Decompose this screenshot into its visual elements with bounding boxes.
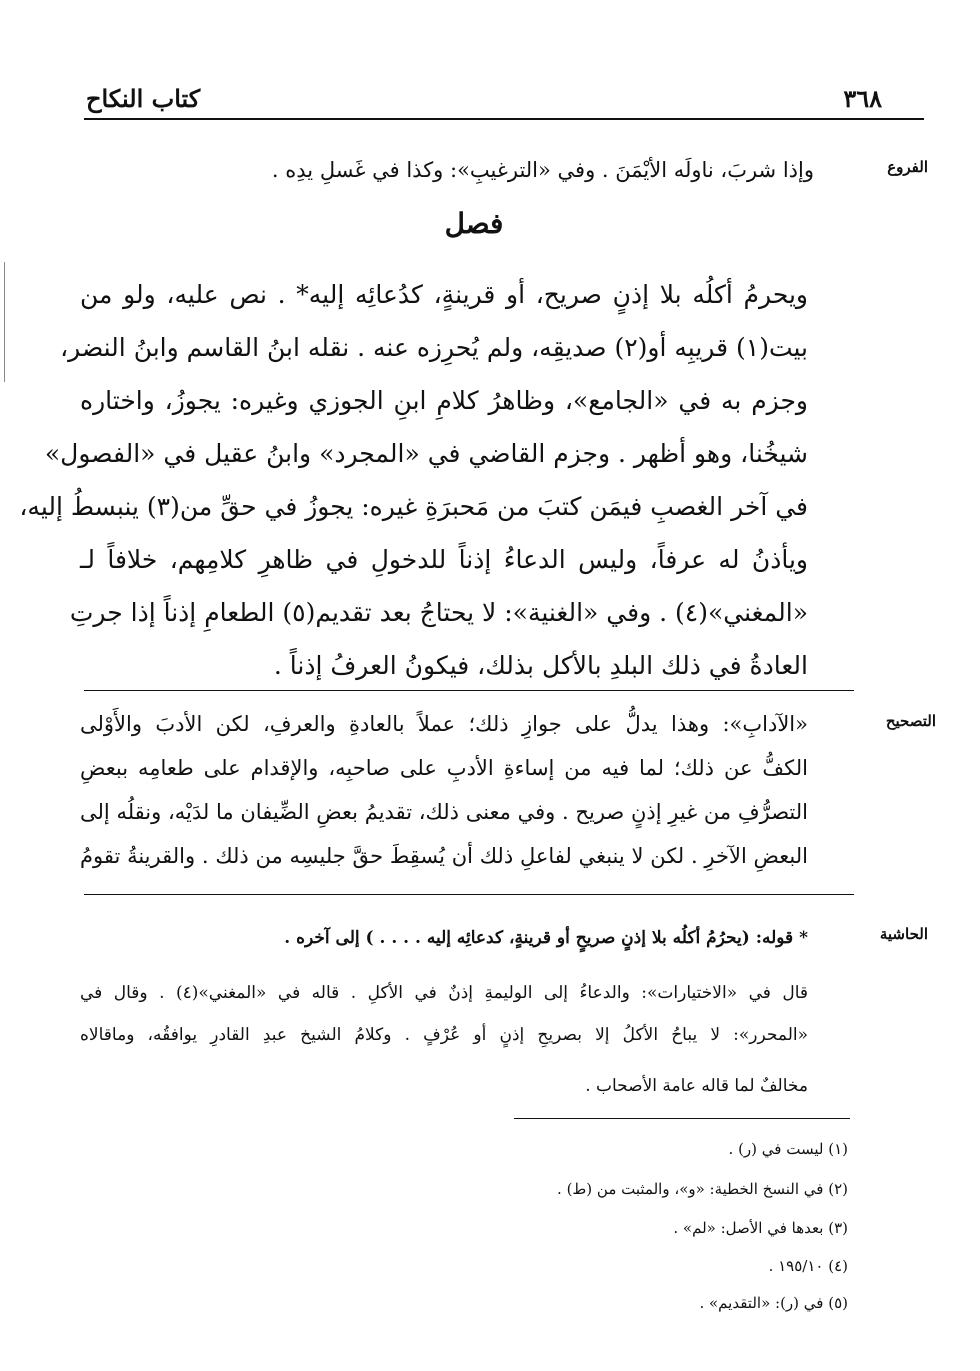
side-label-furu: الفروع bbox=[887, 158, 928, 176]
tashih-line-3: التصرُّفِ من غيرِ إذنٍ صريح . وفي معنى ذلك، تقديمُ بعضِ الضِّيفان ما لدَيْه، ونقلُه إلى bbox=[80, 800, 808, 824]
divider-tashih bbox=[84, 894, 854, 895]
main-line-3: وجزم به في «الجامع»، وظاهرُ كلامِ ابنِ الجوزي وغيره: يجوزُ، واختاره bbox=[80, 386, 808, 415]
main-line-6: ويأذنُ له عرفاً، وليس الدعاءُ إذناً للدخولِ في ظاهرِ كلامِهم، خلافاً لـ bbox=[80, 545, 808, 574]
page-number: ٣٦٨ bbox=[843, 84, 882, 113]
side-label-tashih: التصحيح bbox=[885, 712, 936, 730]
main-line-2: بيت(١) قريبِه أو(٢) صديقِه، ولم يُحرِزه عنه . نقله ابنُ القاسم وابنُ النضر، bbox=[60, 333, 808, 362]
hashiya-title: * قوله: (يحرُمُ أكلُه بلا إذنٍ صريحٍ أو قرينةٍ، كدعائِه إليه . . . . ) إلى آخره . bbox=[284, 928, 808, 948]
footnote-1: (١) ليست في (ر) . bbox=[728, 1140, 848, 1158]
section-heading: فصل bbox=[444, 207, 504, 240]
main-line-1: ويحرمُ أكلُه بلا إذنٍ صريح، أو قرينةٍ، كدُعائِه إليه* . نص عليه، ولو من bbox=[80, 280, 808, 309]
side-label-hashiya: الحاشية bbox=[879, 925, 928, 943]
header-rule bbox=[84, 118, 924, 120]
main-line-8: العادةُ في ذلك البلدِ بالأكل بذلك، فيكونُ العرفُ إذناً . bbox=[273, 651, 808, 680]
footnote-rule bbox=[514, 1118, 850, 1119]
scan-edge-mark bbox=[4, 262, 5, 382]
book-title: كتاب النكاح bbox=[86, 84, 201, 113]
footnote-4: (٤) ١٩٥/١٠ . bbox=[768, 1257, 848, 1275]
divider-main bbox=[84, 690, 854, 691]
footnote-2: (٢) في النسخ الخطية: «و»، والمثبت من (ط) . bbox=[557, 1180, 848, 1198]
tashih-line-1: «الآدابِ»: وهذا يدلُّ على جوازِ ذلك؛ عملاً بالعادةِ والعرفِ، لكن الأدبَ والأَوْلى bbox=[80, 712, 808, 736]
tashih-line-2: الكفُّ عن ذلك؛ لما فيه من إساءةِ الأدبِ على صاحبِه، والإقدام على طعامِه ببعضِ bbox=[80, 756, 808, 780]
furu-line: وإذا شربَ، ناولَه الأيْمَنَ . وفي «الترغيبِ»: وكذا في غَسلِ يدِه . bbox=[271, 158, 814, 182]
hashiya-line-2: «المحرر»: لا يباحُ الأكلُ إلا بصريحِ إذنٍ أو عُرْفٍ . وكلامُ الشيخ عبدِ القادرِ يوافقُه، وماقالاه bbox=[80, 1025, 808, 1045]
main-line-5: في آخر الغصبِ فيمَن كتبَ من مَحبرَةِ غيره: يجوزُ في حقِّ من(٣) ينبسطُ إليه، bbox=[19, 492, 808, 521]
tashih-line-4: البعضِ الآخرِ . لكن لا ينبغي لفاعلِ ذلك أن يُسقِطَ حقَّ جليسِه من ذلك . والقرينةُ تقومُ bbox=[80, 844, 808, 868]
footnote-5: (٥) في (ر): «التقديم» . bbox=[699, 1294, 848, 1312]
main-line-7: «المغني»(٤) . وفي «الغنية»: لا يحتاجُ بعد تقديم(٥) الطعامِ إذناً إذا جرتِ bbox=[69, 598, 808, 627]
hashiya-line-3: مخالفٌ لما قاله عامة الأصحاب . bbox=[585, 1076, 808, 1096]
hashiya-line-1: قال في «الاختيارات»: والدعاءُ إلى الوليمةِ إذنٌ في الأكلِ . قاله في «المغني»(٤) . وقال في bbox=[80, 983, 808, 1003]
main-line-4: شيخُنا، وهو أظهر . وجزم القاضي في «المجرد» وابنُ عقيل في «الفصول» bbox=[44, 439, 808, 468]
footnote-3: (٣) بعدها في الأصل: «لم» . bbox=[673, 1219, 848, 1237]
